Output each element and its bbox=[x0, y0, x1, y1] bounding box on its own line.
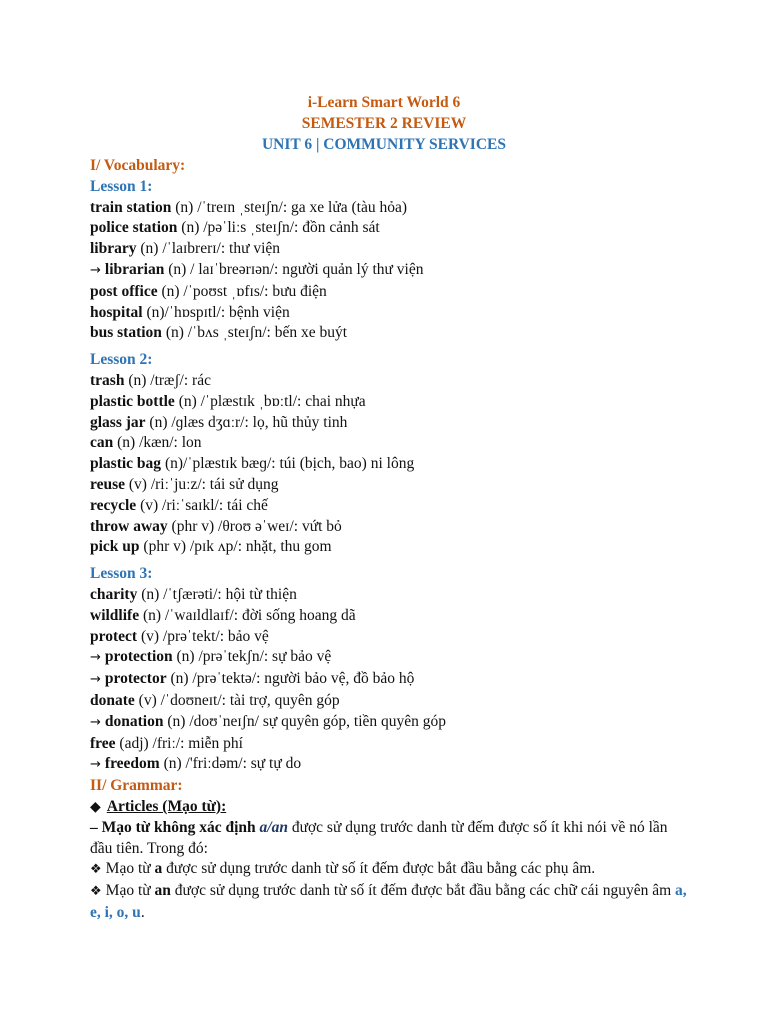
vocab-definition: (n) /ˈplæstɪk ˌbɒːtl/: chai nhựa bbox=[174, 392, 366, 410]
vocab-definition: (n) /ˈlaɪbrerɪ/: thư viện bbox=[136, 240, 281, 258]
vocab-definition: (n) /ˈtreɪn ˌsteɪʃn/: ga xe lửa (tàu hỏa) bbox=[171, 198, 408, 216]
right-arrow-icon: → bbox=[90, 714, 101, 730]
vocab-word: charity bbox=[90, 585, 138, 603]
vocab-item bbox=[90, 496, 690, 517]
vocab-item bbox=[90, 392, 690, 413]
bullet-a-word: a bbox=[154, 860, 163, 878]
rule-term: Mạo từ không xác định bbox=[101, 818, 260, 836]
vocab-item bbox=[90, 691, 690, 712]
right-arrow-icon: → bbox=[90, 757, 101, 773]
vocab-definition: (v) /riːˈsaɪkl/: tái chế bbox=[136, 496, 268, 514]
bullet-an-end: . bbox=[140, 903, 145, 921]
right-arrow-icon: → bbox=[90, 262, 101, 278]
bullet-a-pre: Mạo từ bbox=[105, 860, 155, 878]
vocab-item bbox=[90, 413, 690, 434]
bullet-an-word: an bbox=[154, 882, 171, 900]
vocab-item bbox=[90, 754, 690, 776]
right-arrow-icon: → bbox=[90, 650, 101, 666]
vocab-word: donation bbox=[104, 712, 164, 730]
rule-a-an: a/an bbox=[259, 818, 288, 836]
vocab-item bbox=[90, 585, 690, 606]
four-petal-star-icon: ❖ bbox=[90, 862, 102, 878]
rule-text: được sử dụng trước danh từ đếm được số ít khi nói về nó lần đầu tiên. Trong đó: bbox=[90, 818, 668, 857]
vocab-item bbox=[90, 371, 690, 392]
vocab-word: police station bbox=[90, 219, 178, 237]
section-vocabulary: I/ Vocabulary: bbox=[90, 157, 186, 174]
vocab-item bbox=[90, 282, 690, 303]
vocab-word: wildlife bbox=[90, 606, 140, 624]
vocab-item bbox=[90, 323, 690, 344]
vocab-item bbox=[90, 734, 690, 755]
book-title: i-Learn Smart World 6 bbox=[307, 94, 461, 111]
section-grammar: II/ Grammar: bbox=[90, 777, 183, 795]
vocab-definition: (n) /doʊˈneɪʃn/ sự quyên góp, tiền quyên góp bbox=[163, 712, 447, 730]
vocab-definition: (adj) /friː/: miễn phí bbox=[115, 734, 243, 752]
bullet-an-rest: được sử dụng trước danh từ số ít đếm được bắt đầu bằng các chữ cái nguyên âm bbox=[170, 882, 676, 900]
vowel-list: a, e, i, o, u bbox=[90, 882, 687, 921]
bullet-article-a bbox=[90, 859, 690, 881]
indefinite-article-rule bbox=[90, 818, 690, 860]
vocab-word: trash bbox=[90, 371, 125, 389]
articles-title: Articles (Mạo từ): bbox=[106, 797, 227, 815]
vocab-word: plastic bottle bbox=[90, 392, 175, 410]
vocab-item bbox=[90, 198, 690, 219]
lesson-title: Lesson 3: bbox=[90, 565, 153, 583]
vocab-word: bus station bbox=[90, 324, 162, 342]
vocab-definition: (n) /ɡlæs dʒɑːr/: lọ, hũ thủy tinh bbox=[145, 413, 348, 431]
vocab-item bbox=[90, 712, 690, 734]
black-diamond-icon: ◆ bbox=[90, 798, 101, 815]
lessons-list bbox=[90, 177, 690, 776]
lesson-title: Lesson 2: bbox=[90, 351, 153, 369]
vocab-item bbox=[90, 627, 690, 648]
vocab-definition: (n) /træʃ/: rác bbox=[124, 371, 211, 389]
vocab-word: protect bbox=[90, 627, 138, 645]
vocab-definition: (v) /riːˈjuːz/: tái sử dụng bbox=[125, 475, 279, 493]
vocab-item bbox=[90, 454, 690, 475]
vocab-word: free bbox=[90, 734, 116, 752]
semester-title: SEMESTER 2 REVIEW bbox=[301, 115, 467, 132]
vocab-word: reuse bbox=[90, 475, 126, 493]
vocab-item bbox=[90, 647, 690, 669]
vocab-word: librarian bbox=[104, 260, 165, 278]
vocab-definition: (n) /ˈbʌs ˌsteɪʃn/: bến xe buýt bbox=[161, 324, 348, 342]
vocab-definition: (n) /prəˈtekʃn/: sự bảo vệ bbox=[172, 648, 332, 666]
document-header bbox=[0, 92, 768, 155]
vocab-word: post office bbox=[90, 282, 158, 300]
vocab-word: pick up bbox=[90, 538, 140, 556]
vocab-word: donate bbox=[90, 691, 135, 709]
vocab-word: throw away bbox=[90, 517, 168, 535]
vocab-definition: (phr v) /θroʊ əˈweɪ/: vứt bỏ bbox=[167, 517, 342, 535]
vocab-definition: (n) /ˈwaɪldlaɪf/: đời sống hoang dã bbox=[139, 606, 356, 624]
vocab-item bbox=[90, 475, 690, 496]
vocab-definition: (v) /prəˈtekt/: bảo vệ bbox=[137, 627, 269, 645]
vocab-definition: (n) /ˈtʃærəti/: hội từ thiện bbox=[137, 585, 297, 603]
vocab-definition: (n) /pəˈliːs ˌsteɪʃn/: đồn cảnh sát bbox=[177, 219, 380, 237]
vocab-definition: (v) /ˈdoʊneɪt/: tài trợ, quyên góp bbox=[134, 691, 340, 709]
document-body bbox=[90, 156, 690, 924]
vocab-definition: (n) /kæn/: lon bbox=[113, 434, 202, 452]
vocab-item bbox=[90, 303, 690, 324]
vocab-item bbox=[90, 517, 690, 538]
vocab-definition: (n) /'friːdəm/: sự tự do bbox=[159, 755, 302, 773]
vocab-item bbox=[90, 669, 690, 691]
vocab-word: library bbox=[90, 240, 137, 258]
vocab-item bbox=[90, 537, 690, 558]
bullet-a-rest: được sử dụng trước danh từ số ít đếm được bắt đầu bằng các phụ âm. bbox=[162, 860, 596, 878]
vocab-item bbox=[90, 239, 690, 260]
vocab-definition: (n) / laɪˈbreərɪən/: người quản lý thư viện bbox=[164, 260, 424, 278]
vocab-item bbox=[90, 433, 690, 454]
vocab-word: freedom bbox=[104, 755, 160, 773]
vocab-item bbox=[90, 260, 690, 282]
unit-title: UNIT 6 | COMMUNITY SERVICES bbox=[261, 136, 506, 153]
vocab-word: protection bbox=[104, 648, 173, 666]
vocab-definition: (n) /ˈpoʊst ˌɒfɪs/: bưu điện bbox=[157, 282, 327, 300]
four-petal-star-icon: ❖ bbox=[90, 884, 102, 900]
vocab-word: train station bbox=[90, 198, 172, 216]
lesson-title: Lesson 1: bbox=[90, 177, 153, 195]
vocab-word: glass jar bbox=[90, 413, 146, 431]
rule-prefix: – bbox=[90, 818, 102, 836]
vocab-word: hospital bbox=[90, 303, 143, 321]
bullet-an-pre: Mạo từ bbox=[105, 882, 155, 900]
vocab-definition: (phr v) /pɪk ʌp/: nhặt, thu gom bbox=[139, 538, 332, 556]
vocab-item bbox=[90, 218, 690, 239]
vocab-item bbox=[90, 606, 690, 627]
vocab-definition: (n)/ˈplæstɪk bæɡ/: túi (bịch, bao) ni lông bbox=[161, 455, 415, 473]
vocab-definition: (n)/ˈhɒspɪtl/: bệnh viện bbox=[142, 303, 290, 321]
right-arrow-icon: → bbox=[90, 672, 101, 688]
vocab-word: recycle bbox=[90, 496, 137, 514]
articles-heading bbox=[90, 797, 690, 818]
vocab-word: plastic bag bbox=[90, 455, 162, 473]
vocab-definition: (n) /prəˈtektə/: người bảo vệ, đồ bảo hộ bbox=[166, 670, 415, 688]
vocab-word: protector bbox=[104, 670, 167, 688]
vocab-word: can bbox=[90, 434, 114, 452]
bullet-article-an bbox=[90, 881, 690, 924]
